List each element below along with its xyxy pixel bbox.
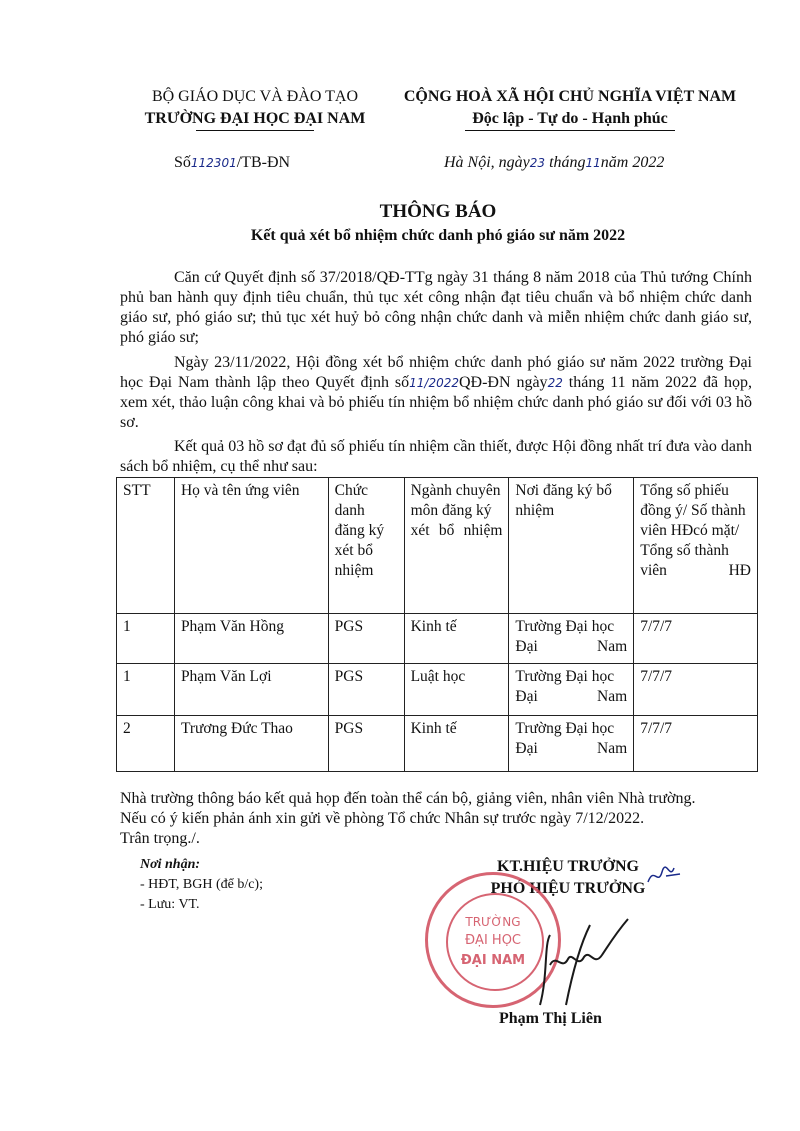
country-name: CỘNG HOÀ XÃ HỘI CHỦ NGHĨA VIỆT NAM — [403, 88, 737, 105]
header-place: Nơi đăng ký bổ nhiệm — [509, 478, 634, 614]
table-row — [117, 614, 758, 664]
cell-name: Phạm Văn Lợi — [174, 664, 328, 716]
cell-stt: 1 — [117, 664, 175, 716]
date-mid: tháng — [549, 154, 586, 171]
paragraph-council — [120, 353, 752, 433]
cell-stt: 2 — [117, 716, 175, 772]
document-subtitle: Kết quả xét bổ nhiệm chức danh phó giáo sư năm 2022 — [250, 227, 626, 244]
document-title: THÔNG BÁO — [379, 201, 497, 222]
cell-field: Kinh tế — [404, 716, 509, 772]
header-votes: Tổng số phiếu đồng ý/ Số thành viên HĐcó mặt/ Tổng số thành viên HĐ — [634, 478, 758, 614]
seal-line-1: TRƯỜNG — [465, 915, 521, 929]
signature-scribble-icon — [520, 905, 640, 1015]
closing-block — [120, 789, 760, 849]
recipient-item: - Lưu: VT. — [140, 897, 200, 912]
header-left-underline — [196, 130, 314, 131]
p2-part-a: Ngày 23/11/2022, Hội đồng xét bổ nhiệm chức danh phó giáo sư năm 2022 trường Đại học Đại Nam thành lập theo Quyết định số — [120, 354, 752, 391]
cell-votes: 7/7/7 — [634, 614, 758, 664]
ministry-name: BỘ GIÁO DỤC VÀ ĐÀO TẠO — [151, 88, 359, 105]
doc-no-prefix: Số — [174, 154, 191, 171]
document-number — [174, 152, 290, 174]
cell-place: Trường Đại học Đại Nam — [509, 664, 634, 716]
signature-role-2: PHÓ HIỆU TRƯỞNG — [490, 880, 646, 897]
signature-role-1: KT.HIỆU TRƯỞNG — [497, 858, 639, 875]
signer-name: Phạm Thị Liên — [499, 1010, 602, 1027]
motto: Độc lập - Tự do - Hạnh phúc — [472, 110, 668, 127]
cell-place: Trường Đại học Đại Nam — [509, 614, 634, 664]
cell-title: PGS — [328, 664, 404, 716]
results-table — [116, 477, 758, 772]
header-field: Ngành chuyên môn đăng ký xét bổ nhiệm — [404, 478, 509, 614]
cell-title: PGS — [328, 716, 404, 772]
date-suffix: năm 2022 — [600, 154, 665, 171]
closing-line-1: Nhà trường thông báo kết quả họp đến toàn thể cán bộ, giảng viên, nhân viên Nhà trường. — [120, 790, 696, 807]
cell-votes: 7/7/7 — [634, 716, 758, 772]
doc-no-suffix: /TB-ĐN — [236, 154, 291, 171]
table-header-row — [117, 478, 758, 614]
cell-place: Trường Đại học Đại Nam — [509, 716, 634, 772]
header-right-underline — [465, 130, 675, 131]
seal-line-3: ĐẠI NAM — [460, 953, 526, 968]
header-title: Chức danh đăng ký xét bổ nhiệm — [328, 478, 404, 614]
cell-votes: 7/7/7 — [634, 664, 758, 716]
header-name: Họ và tên ứng viên — [174, 478, 328, 614]
recipient-item: - HĐT, BGH (để b/c); — [140, 877, 263, 892]
p2-part-b: QĐ-ĐN ngày — [458, 374, 548, 391]
table-row — [117, 716, 758, 772]
recipients-label: Nơi nhận: — [140, 857, 201, 872]
cell-title: PGS — [328, 614, 404, 664]
date-month-handwritten: 11 — [585, 156, 601, 170]
closing-line-3: Trân trọng./. — [120, 830, 200, 847]
document-date — [444, 152, 664, 174]
cell-stt: 1 — [117, 614, 175, 664]
cell-name: Trương Đức Thao — [174, 716, 328, 772]
p2-part-c: tháng 11 năm 2022 đã họp, xem xét, thảo luận công khai và bỏ phiếu tín nhiệm bổ nhiệm chức danh phó giáo sư đối với 03 hồ sơ. — [120, 374, 753, 431]
cell-name: Phạm Văn Hồng — [174, 614, 328, 664]
date-prefix: Hà Nội, ngày — [444, 154, 530, 171]
doc-no-handwritten: 112301 — [190, 156, 237, 170]
closing-line-2: Nếu có ý kiến phản ánh xin gửi về phòng Tổ chức Nhân sự trước ngày 7/12/2022. — [120, 810, 645, 827]
recipients-block — [140, 855, 263, 915]
seal-line-2: ĐẠI HỌC — [464, 933, 522, 948]
header-left — [120, 86, 390, 131]
school-name: TRƯỜNG ĐẠI HỌC ĐẠI NAM — [144, 110, 366, 127]
table-row — [117, 664, 758, 716]
cell-field: Kinh tế — [404, 614, 509, 664]
paragraph-results: Kết quả 03 hồ sơ đạt đủ số phiếu tín nhiệm cần thiết, được Hội đồng nhất trí đưa vào danh sách bổ nhiệm, cụ thể như sau: — [120, 438, 752, 475]
decision-day-handwritten: 22 — [547, 376, 563, 390]
date-day-handwritten: 23 — [529, 156, 546, 170]
cell-field: Luật học — [404, 664, 509, 716]
decision-no-handwritten: 11/2022 — [409, 376, 459, 390]
header-right — [392, 86, 748, 131]
paragraph-legal-basis: Căn cứ Quyết định số 37/2018/QĐ-TTg ngày 31 tháng 8 năm 2018 của Thủ tướng Chính phủ ban hành quy định tiêu chuẩn, thủ tục xét công nhận đạt tiêu chuẩn và bổ nhiệm chức danh giáo sư, phó giáo sư; thủ tục xét huỷ bỏ công nhận chức danh và miễn nhiệm chức danh giáo sư, phó giáo sư; — [120, 269, 752, 346]
header-stt: STT — [117, 478, 175, 614]
initials-scribble-icon — [644, 860, 684, 890]
